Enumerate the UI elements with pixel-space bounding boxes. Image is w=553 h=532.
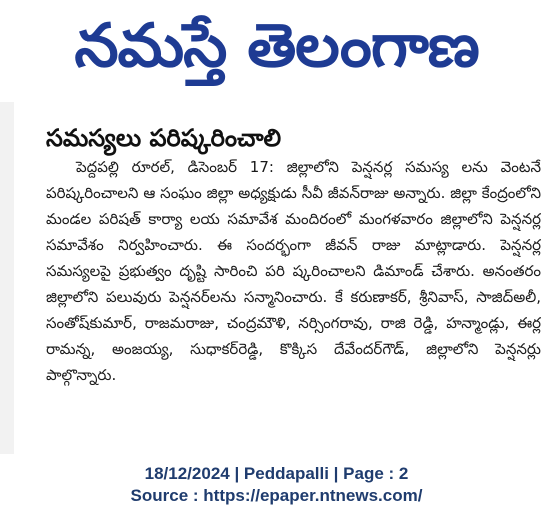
edition-info: 18/12/2024 | Peddapalli | Page : 2 <box>144 464 409 483</box>
clipping-footer <box>0 454 553 532</box>
article-body: పెద్దపల్లి రూరల్, డిసెంబర్ 17: జిల్లాలోని పెన్షనర్ల సమస్య లను వెంటనే పరిష్కరించాలని ఆ సంఘం జిల్లా అధ్యక్షుడు సీవీ జీవన్‌రాజు అన్నారు. జిల్లా కేంద్రంలోని మండల పరిషత్ కార్యా లయ సమావేశ మందిరంలో మంగళవారం జిల్లాలోని పెన్షనర్ల సమావేశం నిర్వహించారు. ఈ సందర్భంగా జీవన్ రాజు మాట్లాడారు. పెన్షనర్ల సమస్యలపై ప్రభుత్వం దృష్టి సారించి పరి ష్కరించాలని డిమాండ్ చేశారు. అనంతరం జిల్లాలోని పలువురు పెన్షనర్‌లను సన్మానించారు. కే కరుణాకర్, శ్రీనివాస్, సాజిద్‌అలీ, సంతోష్‌కుమార్, రాజమరాజు, చంద్రమౌళి, నర్సింగరావు, రాజి రెడ్డి, హన్మాండ్లు, ఈర్ల రామన్న, అంజయ్య, సుధాకర్‌రెడ్డి, కొక్కిస దేవేందర్‌గౌడ్, జిల్లాలోని పెన్షనర్లు పాల్గొన్నారు. <box>46 158 541 384</box>
news-article <box>0 92 553 454</box>
newspaper-masthead <box>0 0 553 92</box>
column-divider <box>0 102 14 454</box>
source-link[interactable]: Source : https://epaper.ntnews.com/ <box>130 486 423 505</box>
masthead-logo: నమస్తే తెలంగాణ <box>74 11 479 81</box>
article-headline: సమస్యలు పరిష్కరించాలి <box>46 124 282 153</box>
